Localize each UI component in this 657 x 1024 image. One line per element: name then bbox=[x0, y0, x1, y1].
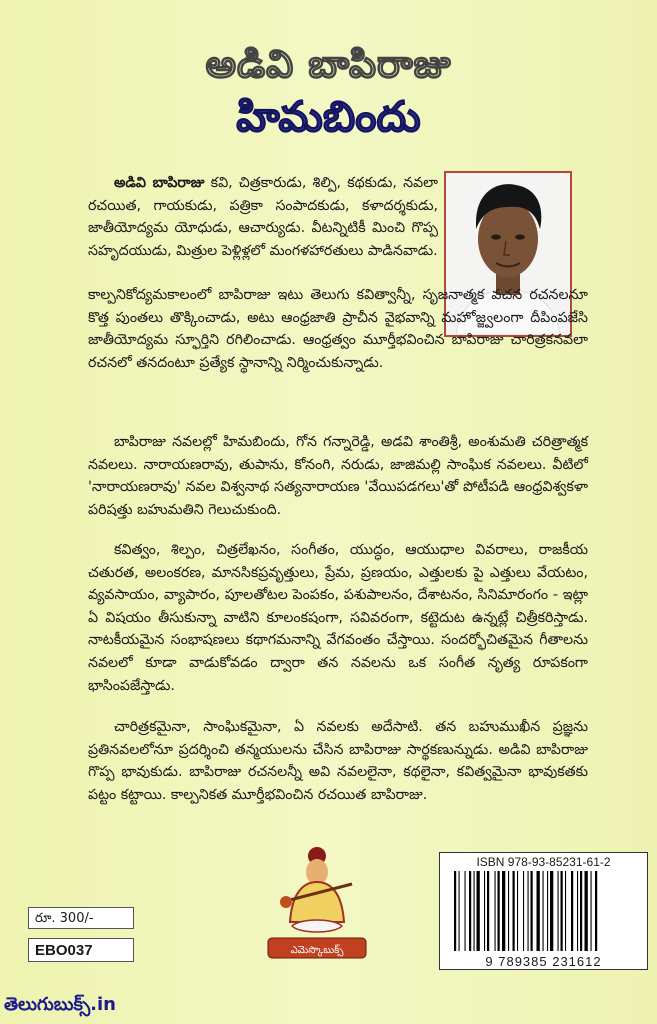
blurb-text-4: చారిత్రకమైనా, సాంఘికమైనా, ఏ నవలకు అదేసాటి. తన బహుముఖీన ప్రజ్ఞను ప్రతినవలలోనూ ప్రదర్శించి తన్మయులను చేసిన బాపిరాజు సార్థకణున్నుడు. అడివి బాపిరాజు గొప్ప భావుకుడు. బాపిరాజు రచనలన్నీ అవి నవలలైనా, కథలైనా, కవిత్వమైనా భావుకతకు పట్టం కట్టాయి. కాల్పనికత మూర్తీభవించిన రచయిత బాపిరాజు. bbox=[88, 719, 588, 803]
blurb-paragraph-2 bbox=[88, 431, 588, 521]
blurb-paragraph-1a bbox=[88, 172, 438, 262]
blurb-lead: అడివి బాపిరాజు bbox=[114, 175, 205, 191]
author-name: అడివి బాపిరాజు bbox=[205, 42, 452, 86]
site-watermark: తెలుగుబుక్స్.in bbox=[4, 994, 116, 1015]
price-tag: రూ. 300/- bbox=[28, 907, 134, 929]
blurb-paragraph-1b bbox=[88, 284, 588, 374]
blurb-text-1b: కాల్పనికోద్యమకాలంలో బాపిరాజు ఇటు తెలుగు కవిత్వాన్నీ, సృజనాత్మక వచన రచనలనూ కొత్త పుంతలు తొక్కించాడు, అటు ఆంధ్రజాతి ప్రాచీన వైభవాన్ని మహోజ్జ్వలంగా దీపింపజేసి జాతీయోద్యమ స్ఫూర్తిని రగిలించాడు. ఆంధ్రత్వం మూర్తీభవించిన బాపిరాజు చారిత్రకనవలా రచనలో తనదంటూ ప్రత్యేక స్థానాన్ని నిర్మించుకున్నాడు. bbox=[88, 287, 588, 371]
blurb-paragraph-4 bbox=[88, 716, 588, 806]
book-code: EBO037 bbox=[28, 938, 134, 962]
blurb-text-3: కవిత్వం, శిల్పం, చిత్రలేఖనం, సంగీతం, యుద్ధం, ఆయుధాల వివరాలు, రాజకీయ చతురత, అలంకరణ, మానసికప్రవృత్తులు, ప్రేమ, ప్రణయం, ఎత్తులకు పై ఎత్తులు వేయటం, వ్యవసాయం, వ్యాపారం, పూలతోటల పెంపకం, పశుపాలనం, దేశాటనం, సినిమారంగం - ఇట్లా ఏ విషయం తీసుకున్నా వాటిని కూలంకషంగా, సవివరంగా, కట్టెదుట ఉన్నట్లే చిత్రీకరిస్తాడు. నాటకీయమైన సంభాషణలు కథాగమనాన్ని వేగవంతం చేస్తాయి. సందర్భోచితమైన గీతాలను నవలలో కూడా వాడుకోవడం ద్వారా తన నవలను ఒక సంగీత నృత్య రూపకంగా భాసింపజేస్తాడు. bbox=[88, 542, 588, 694]
barcode bbox=[452, 871, 636, 951]
publisher-logo-text: ఎమెస్కొబుక్స్ bbox=[290, 945, 344, 956]
isbn-barcode-box bbox=[439, 852, 648, 970]
blurb-text-1a: కవి, చిత్రకారుడు, శిల్పి, కథకుడు, నవలా రచయిత, గాయకుడు, పత్రికా సంపాదకుడు, కళాదర్శకుడు, జాతీయోద్యమ యోధుడు, ఆచార్యుడు. వీటన్నిటికీ మించి గొప్ప సహృదయుడు, మిత్రుల పెళ్లిళ్లలో మంగళహారతులు పాడినవాడు. bbox=[88, 175, 438, 259]
blurb-paragraph-3 bbox=[88, 539, 588, 697]
publisher-logo bbox=[262, 842, 372, 962]
isbn-digits: 9 789385 231612 bbox=[485, 954, 602, 969]
isbn-label: ISBN 978-93-85231-61-2 bbox=[476, 855, 611, 869]
book-title: హిమబిందు bbox=[236, 92, 421, 141]
blurb-text-2: బాపిరాజు నవలల్లో హిమబిందు, గోన గన్నారెడ్డి, అడవి శాంతిశ్రీ, అంశుమతి చరిత్రాత్మక నవలలు. నారాయణరావు, తుపాను, కోనంగి, నరుడు, జాజిమల్లి సాంఘిక నవలలు. వీటిలో 'నారాయణరావు' నవల విశ్వనాథ సత్యనారాయణ 'వేయిపడగలు'తో పోటీపడి ఆంధ్రవిశ్వకళా పరిషత్తు బహుమతిని గెలుచుకుంది. bbox=[88, 434, 588, 518]
